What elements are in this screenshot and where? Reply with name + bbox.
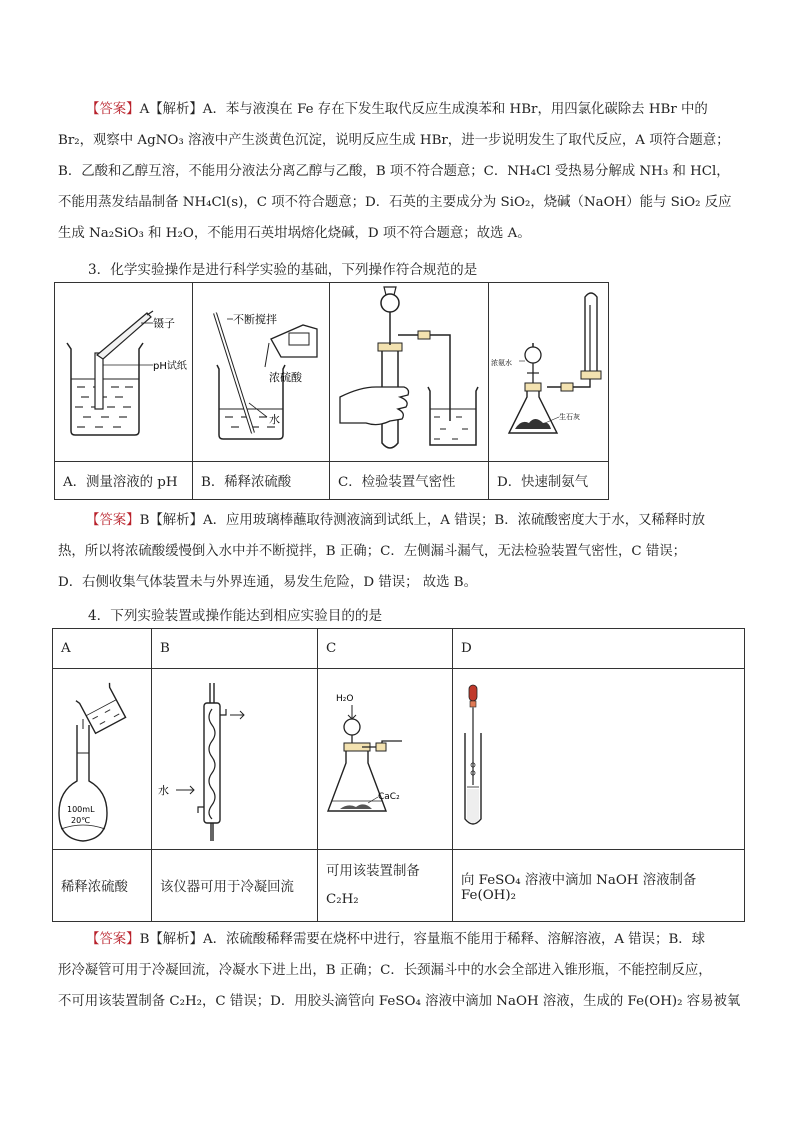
figure-erlenmeyer xyxy=(318,669,453,850)
beaker-ph-illustration xyxy=(55,283,192,461)
answer-text-line: D．右侧收集气体装置未与外界连通，易发生危险，D 错误； 故选 B。 xyxy=(58,575,478,590)
label-h2o: H₂O xyxy=(336,694,354,704)
answer-3 xyxy=(58,505,742,598)
label-temp: 20℃ xyxy=(71,816,91,825)
figure-d-ammonia xyxy=(489,283,609,462)
figure-condenser xyxy=(152,669,318,850)
answer-text-line: 不能用蒸发结晶制备 NH₄Cl(s)，C 项不符合题意；D．石英的主要成分为 SiO₂，烧碱（NaOH）能与 SiO₂ 反应 xyxy=(58,195,732,210)
option-caption: D．快速制氨气 xyxy=(489,462,609,500)
answer-text-line: A【解析】A．苯与液溴在 Fe 存在下发生取代反应生成溴苯和 HBr，用四氯化碳除去 HBr 中的 xyxy=(139,102,708,117)
question-3-title: 3．化学实验操作是进行科学实验的基础，下列操作符合规范的是 xyxy=(88,262,478,278)
option-caption: A．测量溶液的 pH xyxy=(55,462,193,500)
answer-label: 【答案】 xyxy=(86,932,140,947)
column-header: D xyxy=(453,629,745,669)
answer-text-line: B【解析】A．浓硫酸稀释需要在烧杯中进行，容量瓶不能用于稀释、溶解溶液，A 错误；B．球 xyxy=(139,932,706,947)
label-stir: 不断搅拌 xyxy=(233,313,277,326)
label-water: 水 xyxy=(269,413,280,426)
question-4-title: 4．下列实验装置或操作能达到相应实验目的的是 xyxy=(88,608,383,624)
option-caption: 稀释浓硫酸 xyxy=(53,850,152,922)
option-caption: C．检验装置气密性 xyxy=(330,462,489,500)
option-caption: 向 FeSO₄ 溶液中滴加 NaOH 溶液制备 Fe(OH)₂ xyxy=(453,850,745,922)
question-4-table xyxy=(52,628,745,922)
caption-c-line1: 可用该装置制备 xyxy=(326,863,420,879)
option-caption-c xyxy=(318,850,453,922)
column-header: B xyxy=(152,629,318,669)
dilute-acid-illustration xyxy=(193,283,329,461)
answer-text-line: Br₂，观察中 AgNO₃ 溶液中产生淡黄色沉淀，说明反应生成 HBr，进一步说明发生了取代反应，A 项符合题意； xyxy=(58,133,730,148)
question-3-table xyxy=(54,282,609,500)
ammonia-prep-illustration xyxy=(489,283,608,461)
answer-2 xyxy=(58,94,742,249)
label-lime: 生石灰 xyxy=(559,413,580,421)
answer-text-line: 生成 Na₂SiO₃ 和 H₂O，不能用石英坩埚熔化烧碱，D 项不符合题意；故选 A。 xyxy=(58,226,531,241)
answer-text-line: 形冷凝管可用于冷凝回流，冷凝水下进上出，B 正确；C．长颈漏斗中的水会全部进入锥形瓶，不能控制反应， xyxy=(58,963,712,978)
answer-label: 【答案】 xyxy=(86,102,140,117)
dropper-test-tube-illustration xyxy=(453,669,744,849)
figure-b-dilute-acid xyxy=(193,283,330,462)
answer-text-line: B．乙酸和乙醇互溶，不能用分液法分离乙醇与乙酸，B 项不符合题意；C．NH₄Cl 受热易分解成 NH₃ 和 HCl， xyxy=(58,164,730,179)
label-water-in: 水 xyxy=(158,784,169,797)
label-ammonia: 浓氨水 xyxy=(491,359,512,367)
label-conc-acid: 浓硫酸 xyxy=(269,371,302,384)
bulb-condenser-illustration xyxy=(152,669,317,849)
answer-text-line: 不可用该装置制备 C₂H₂，C 错误；D．用胶头滴管向 FeSO₄ 溶液中滴加 NaOH 溶液，生成的 Fe(OH)₂ 容易被氧 xyxy=(58,994,741,1009)
label-volume: 100mL xyxy=(67,805,95,814)
answer-4 xyxy=(58,924,742,1017)
airtight-check-illustration xyxy=(330,283,488,461)
caption-c-line2: C₂H₂ xyxy=(326,891,359,907)
figure-dropper xyxy=(453,669,745,850)
volumetric-flask-illustration xyxy=(53,669,151,849)
figure-volumetric-flask xyxy=(53,669,152,850)
label-ph-paper: pH试纸 xyxy=(153,361,187,372)
figure-a-ph-test xyxy=(55,283,193,462)
label-tweezers: 镊子 xyxy=(153,317,175,330)
column-header: A xyxy=(53,629,152,669)
answer-label: 【答案】 xyxy=(86,513,140,528)
answer-text-line: B【解析】A．应用玻璃棒蘸取待测液滴到试纸上，A 错误；B．浓硫酸密度大于水，又稀释时放 xyxy=(139,513,706,528)
option-caption: B．稀释浓硫酸 xyxy=(193,462,330,500)
label-cac2: CaC₂ xyxy=(378,792,400,802)
column-header: C xyxy=(318,629,453,669)
answer-text-line: 热，所以将浓硫酸缓慢倒入水中并不断搅拌，B 正确；C．左侧漏斗漏气，无法检验装置气密性，C 错误； xyxy=(58,544,687,559)
option-caption: 该仪器可用于冷凝回流 xyxy=(152,850,318,922)
acetylene-prep-illustration xyxy=(318,669,452,849)
figure-c-airtight xyxy=(330,283,489,462)
